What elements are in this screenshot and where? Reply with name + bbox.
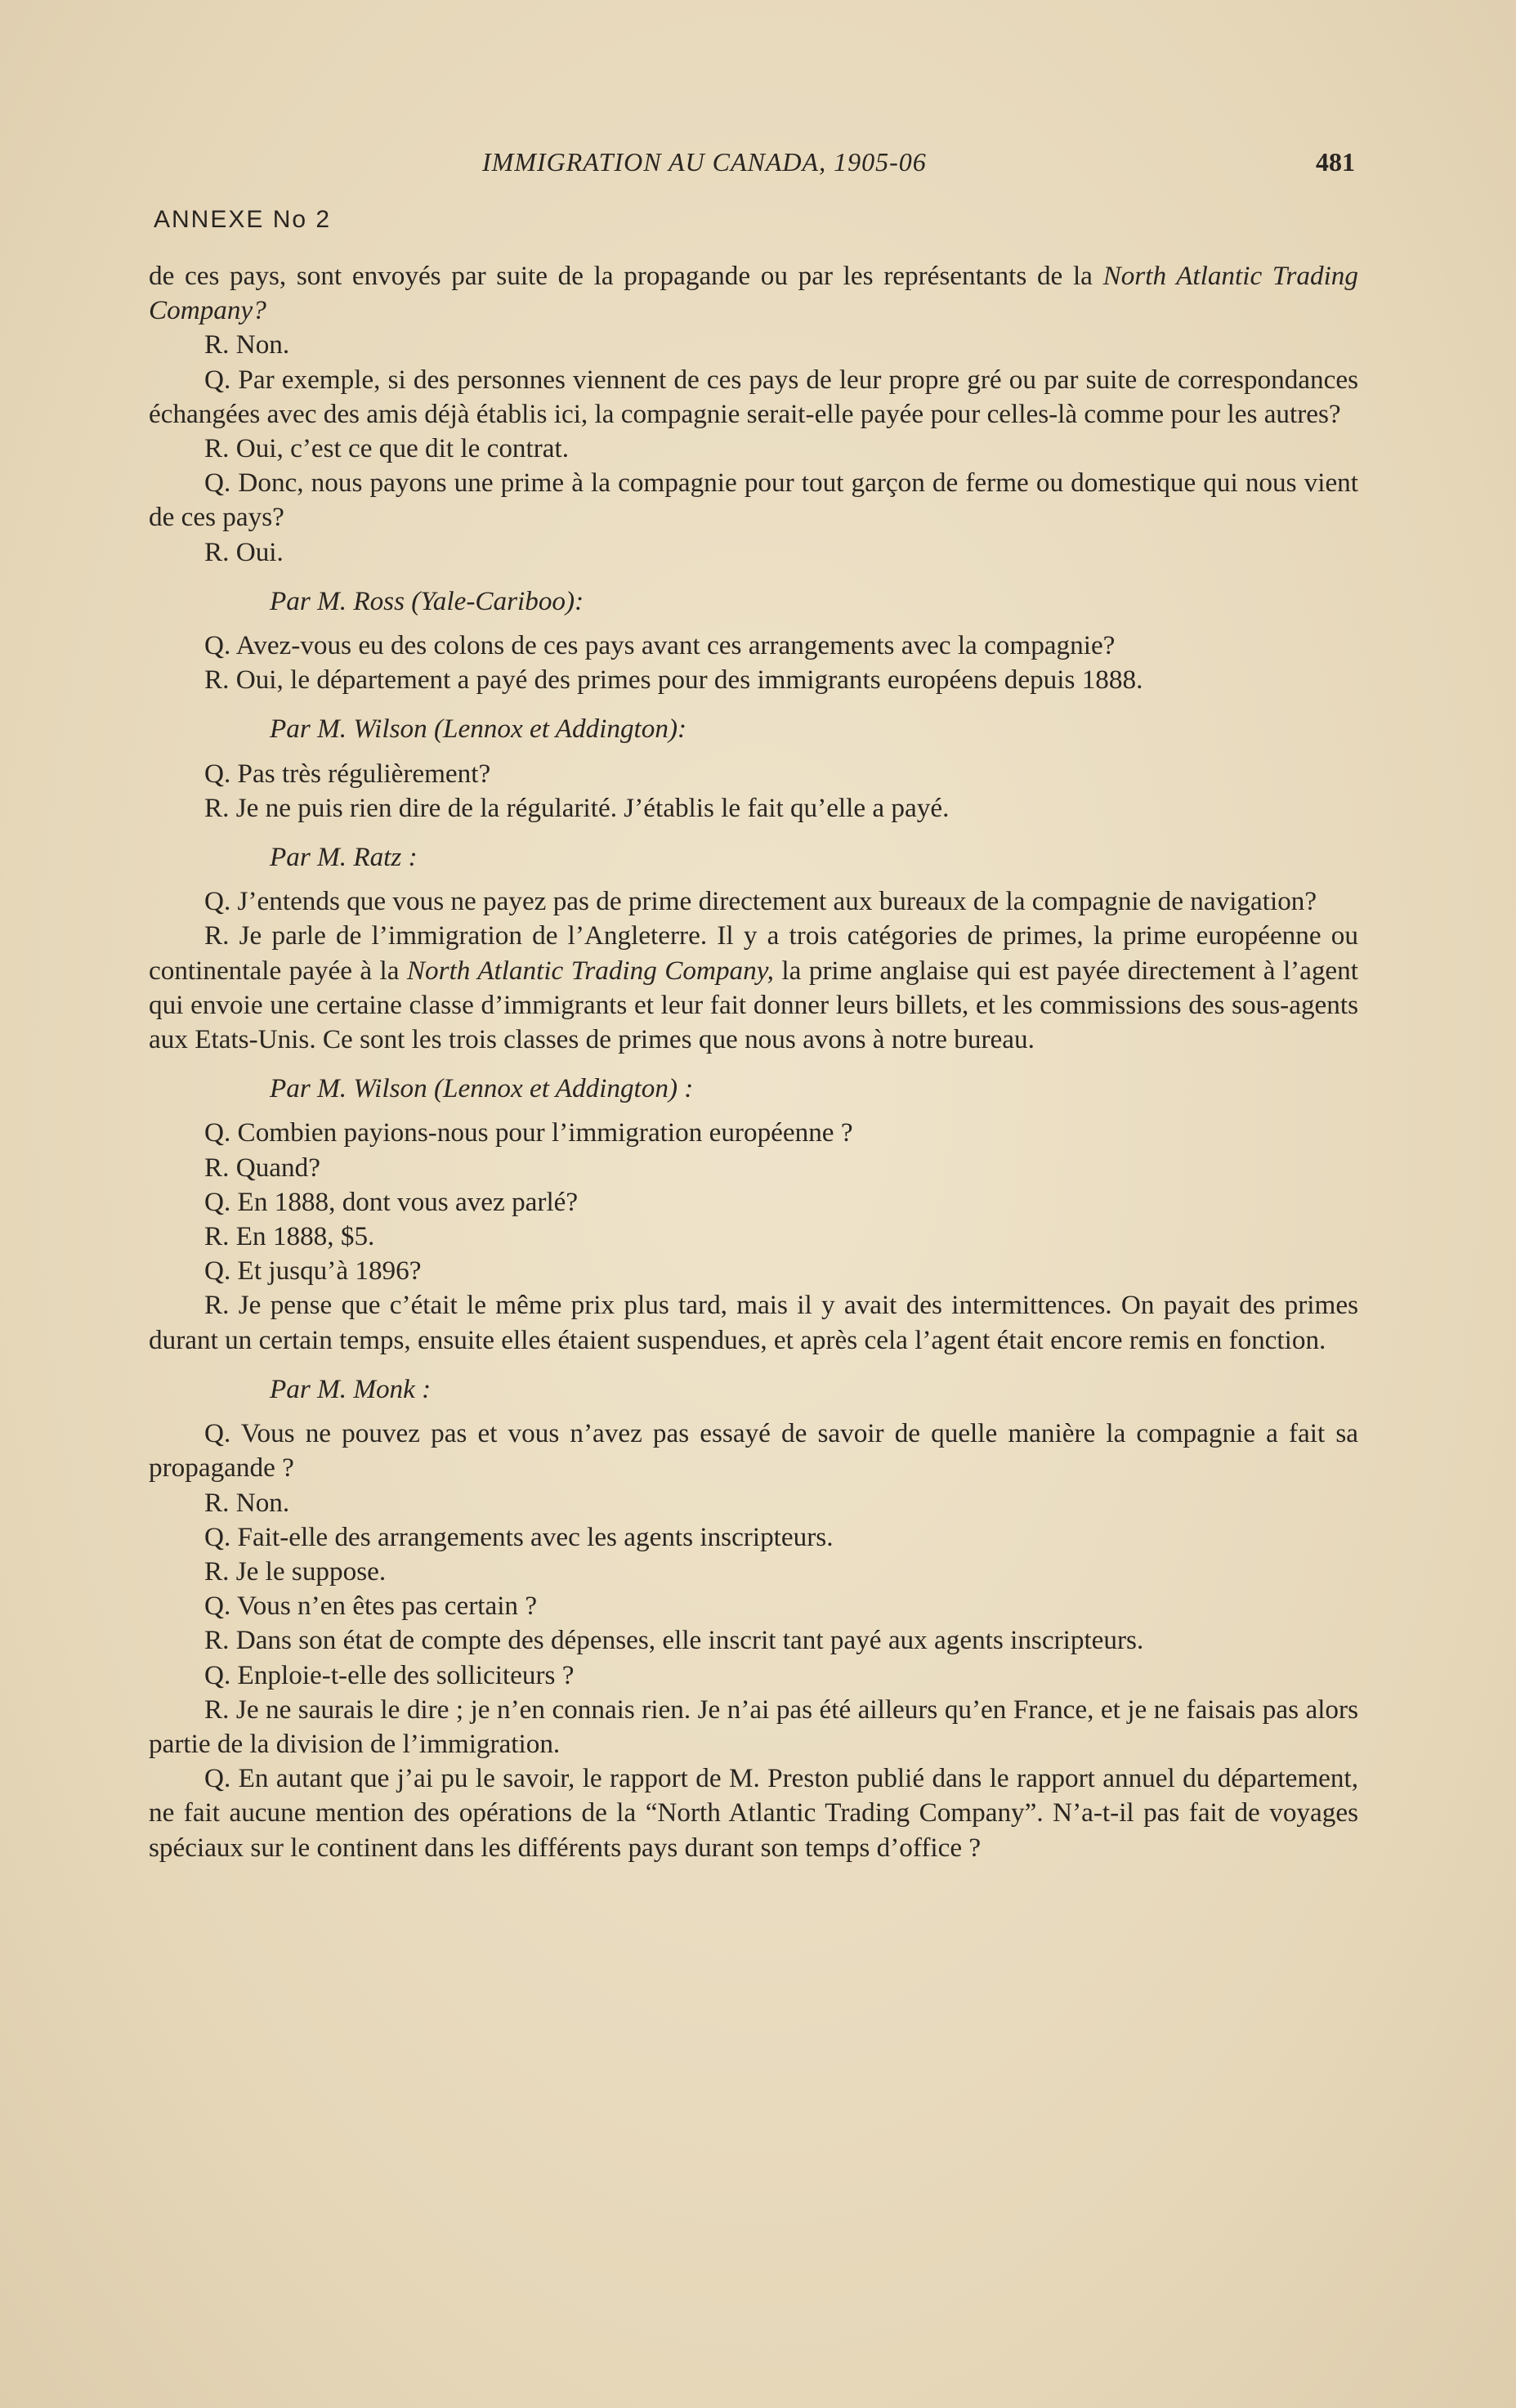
text-run: Q. Vous ne pouvez pas et vous n’avez pas essayé de savoir de quelle manière la compagnie a fait sa propagande ? <box>149 1418 1358 1484</box>
paragraph <box>149 791 1358 826</box>
text-run: Q. Et jusqu’à 1896? <box>204 1255 422 1287</box>
page-number: 481 <box>1316 147 1355 177</box>
text-run: R. En 1888, $5. <box>204 1221 375 1252</box>
text-run: R. Oui. <box>204 536 284 567</box>
text-run: Q. Combien payions-nous pour l’immigration européenne ? <box>204 1117 853 1148</box>
paragraph <box>149 663 1358 697</box>
speaker-heading: Par M. Monk : <box>270 1373 432 1404</box>
paragraph <box>149 432 1358 466</box>
text-run: Q. Donc, nous payons une prime à la compagnie pour tout garçon de ferme ou domestique qui nous vient de ces pays? <box>149 468 1358 533</box>
paragraph <box>149 1254 1358 1288</box>
paragraph <box>149 757 1358 791</box>
paragraph <box>149 629 1358 663</box>
paragraph <box>149 1417 1358 1485</box>
paragraph <box>149 1486 1358 1520</box>
paragraph <box>149 328 1358 362</box>
text-run: R. Je ne saurais le dire ; je n’en connais rien. Je n’ai pas été ailleurs qu’en France, et je ne faisais pas alors partie de la division de l’immigration. <box>149 1694 1358 1759</box>
text-run: R. Oui, c’est ce que dit le contrat. <box>204 433 570 464</box>
text-run: R. Je le suppose. <box>204 1555 387 1587</box>
annex-label: ANNEXE No 2 <box>154 206 332 233</box>
text-run: R. Dans son état de compte des dépenses, elle inscrit tant payé aux agents inscripteurs. <box>204 1625 1144 1656</box>
paragraph <box>149 1761 1358 1865</box>
text-run: Q. Pas très régulièrement? <box>204 758 491 789</box>
italic-text: North Atlantic Trading Company? <box>149 261 1358 326</box>
text-run: Q. Enploie-t-elle des solliciteurs ? <box>204 1659 575 1690</box>
text-run: Q. J’entends que vous ne payez pas de prime directement aux bureaux de la compagnie de navigation? <box>204 886 1317 917</box>
text-run: R. Non. <box>204 329 290 360</box>
text-run: Q. Par exemple, si des personnes viennent de ces pays de leur propre gré ou par suite de correspondances échangées avec des amis déjà établis ici, la compagnie serait-elle payée pour celles-là comme pour les autres? <box>149 364 1358 429</box>
paragraph <box>149 259 1358 328</box>
paragraph <box>149 1185 1358 1220</box>
text-run: Q. Avez-vous eu des colons de ces pays avant ces arrangements avec la compagnie? <box>204 630 1116 661</box>
running-title: IMMIGRATION AU CANADA, 1905-06 <box>482 147 927 177</box>
text-run: Q. Fait-elle des arrangements avec les agents inscripteurs. <box>204 1521 834 1552</box>
paragraph <box>149 1220 1358 1254</box>
italic-text: North Atlantic Trading Company, <box>406 955 774 986</box>
paragraph <box>149 363 1358 432</box>
paragraph <box>149 1555 1358 1589</box>
paragraph <box>149 1288 1358 1357</box>
paragraph <box>149 1658 1358 1693</box>
text-run: Q. Vous n’en êtes pas certain ? <box>204 1591 538 1622</box>
text-run: Q. En autant que j’ai pu le savoir, le rapport de M. Preston publié dans le rapport annuel du département, ne fait aucune mention des opérations de la “North Atlantic Trading Company”. N’a-t-il pas fait de voyages spéciaux sur le continent dans les différents pays durant son temps d’office ? <box>149 1763 1358 1863</box>
paragraph <box>149 1623 1358 1658</box>
paragraph <box>149 466 1358 535</box>
paragraph <box>149 535 1358 570</box>
text-run: R. Je parle de l’immigration de l’Angleterre. Il y a trois catégories de primes, la prime européenne ou continentale payée à la <box>149 920 1358 986</box>
speaker-heading: Par M. Ross (Yale-Cariboo): <box>270 585 584 616</box>
paragraph <box>149 919 1358 1057</box>
text-run: R. Oui, le département a payé des primes pour des immigrants européens depuis 1888. <box>204 665 1143 696</box>
document-body <box>149 259 1358 1865</box>
paragraph <box>149 1151 1358 1185</box>
paragraph <box>149 1520 1358 1555</box>
paragraph <box>149 1116 1358 1150</box>
text-run: R. Non. <box>204 1487 290 1518</box>
speaker-heading: Par M. Ratz : <box>270 842 418 873</box>
speaker-heading: Par M. Wilson (Lennox et Addington): <box>270 714 687 745</box>
text-run: Q. En 1888, dont vous avez parlé? <box>204 1186 579 1217</box>
speaker-heading: Par M. Wilson (Lennox et Addington) : <box>270 1073 694 1104</box>
text-run: R. Quand? <box>204 1152 320 1183</box>
paragraph <box>149 884 1358 919</box>
paragraph <box>149 1589 1358 1623</box>
paragraph <box>149 1693 1358 1761</box>
text-run: la prime anglaise qui est payée directement à l’agent qui envoie une certaine classe d’immigrants et leur fait donner leurs billets, et les commissions des sous-agents aux Etats-Unis. Ce sont les trois classes de primes que nous avons à notre bureau. <box>149 955 1358 1055</box>
text-run: R. Je pense que c’était le même prix plus tard, mais il y avait des intermittences. On payait des primes durant un certain temps, ensuite elles étaient suspendues, et après cela l’agent était encore remis en fonction. <box>149 1290 1358 1355</box>
text-run: de ces pays, sont envoyés par suite de la propagande ou par les représentants de la <box>149 261 1103 291</box>
text-run: R. Je ne puis rien dire de la régularité. J’établis le fait qu’elle a payé. <box>204 792 950 823</box>
